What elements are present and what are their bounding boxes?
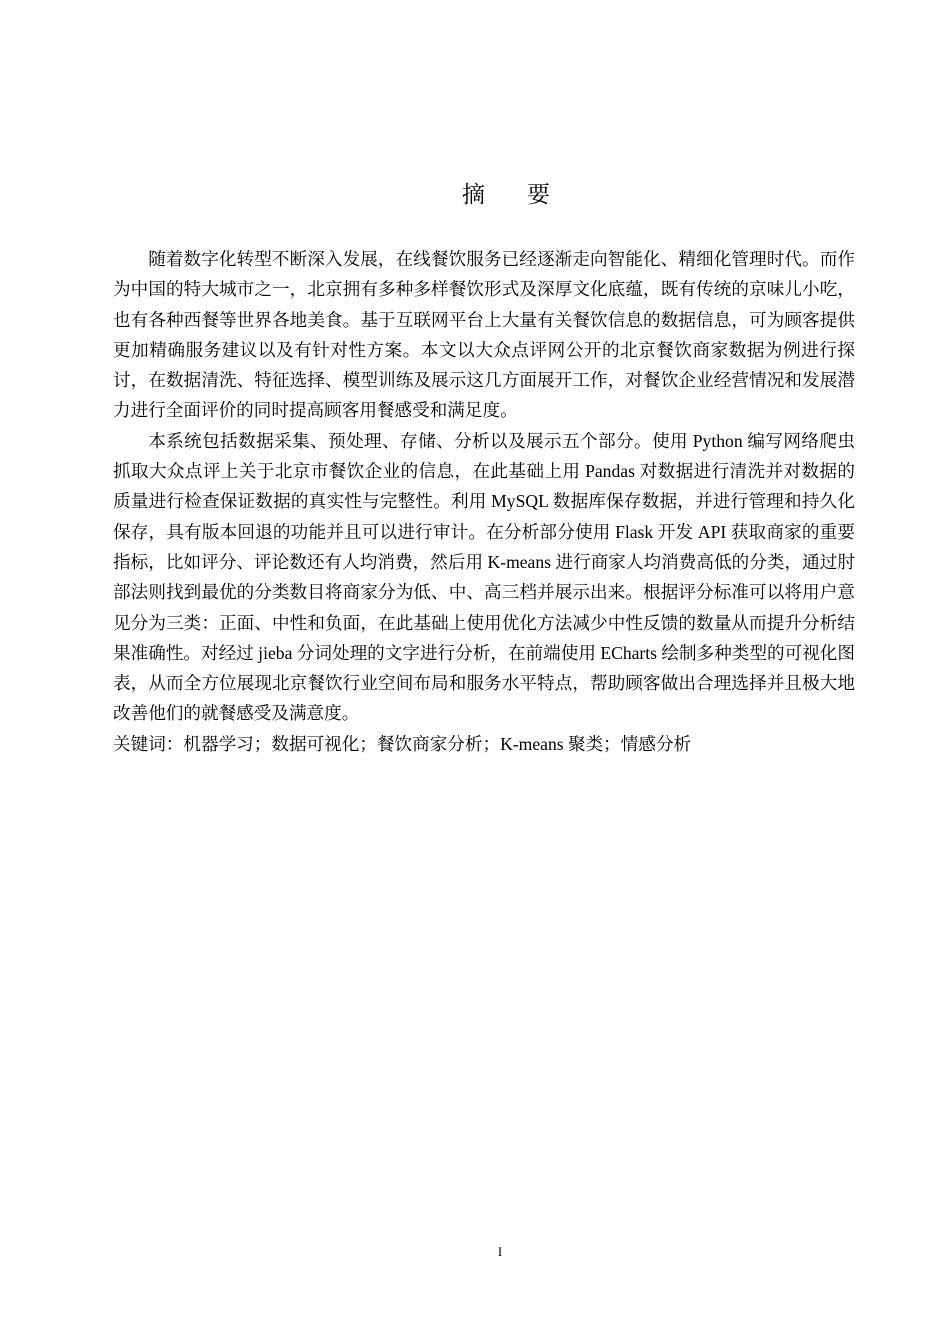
keywords-line	[113, 729, 855, 760]
title-char-1: 摘	[462, 182, 485, 208]
abstract-body	[113, 244, 855, 760]
abstract-paragraph-1: 随着数字化转型不断深入发展，在线餐饮服务已经逐渐走向智能化、精细化管理时代。而作为中国的特大城市之一，北京拥有多种多样餐饮形式及深厚文化底蕴，既有传统的京味儿小吃，也有各种西餐等世界各地美食。基于互联网平台上大量有关餐饮信息的数据信息，可为顾客提供更加精确服务建议以及有针对性方案。本文以大众点评网公开的北京餐饮商家数据为例进行探讨，在数据清洗、特征选择、模型训练及展示这几方面展开工作，对餐饮企业经营情况和发展潜力进行全面评价的同时提高顾客用餐感受和满足度。	[113, 249, 855, 421]
abstract-title	[0, 176, 950, 209]
title-char-2: 要	[527, 182, 550, 208]
keywords-label: 关键词：	[113, 734, 184, 755]
abstract-paragraph-2: 本系统包括数据采集、预处理、存储、分析以及展示五个部分。使用 Python 编写网络爬虫抓取大众点评上关于北京市餐饮企业的信息，在此基础上用 Pandas 对数据进行清洗并对数据的质量进行检查保证数据的真实性与完整性。利用 MySQL 数据库保存数据，并进行管理和持久化保存，具有版本回退的功能并且可以进行审计。在分析部分使用 Flask 开发 API 获取商家的重要指标，比如评分、评论数还有人均消费，然后用 K-means 进行商家人均消费高低的分类，通过肘部法则找到最优的分类数目将商家分为低、中、高三档并展示出来。根据评分标准可以将用户意见分为三类：正面、中性和负面，在此基础上使用优化方法减少中性反馈的数量从而提升分析结果准确性。对经过 jieba 分词处理的文字进行分析，在前端使用 ECharts 绘制多种类型的可视化图表，从而全方位展现北京餐饮行业空间布局和服务水平特点，帮助顾客做出合理选择并且极大地改善他们的就餐感受及满意度。	[113, 430, 855, 724]
keywords-text: 机器学习；数据可视化；餐饮商家分析；K-means 聚类；情感分析	[183, 733, 692, 754]
page-number: I	[497, 1244, 503, 1259]
